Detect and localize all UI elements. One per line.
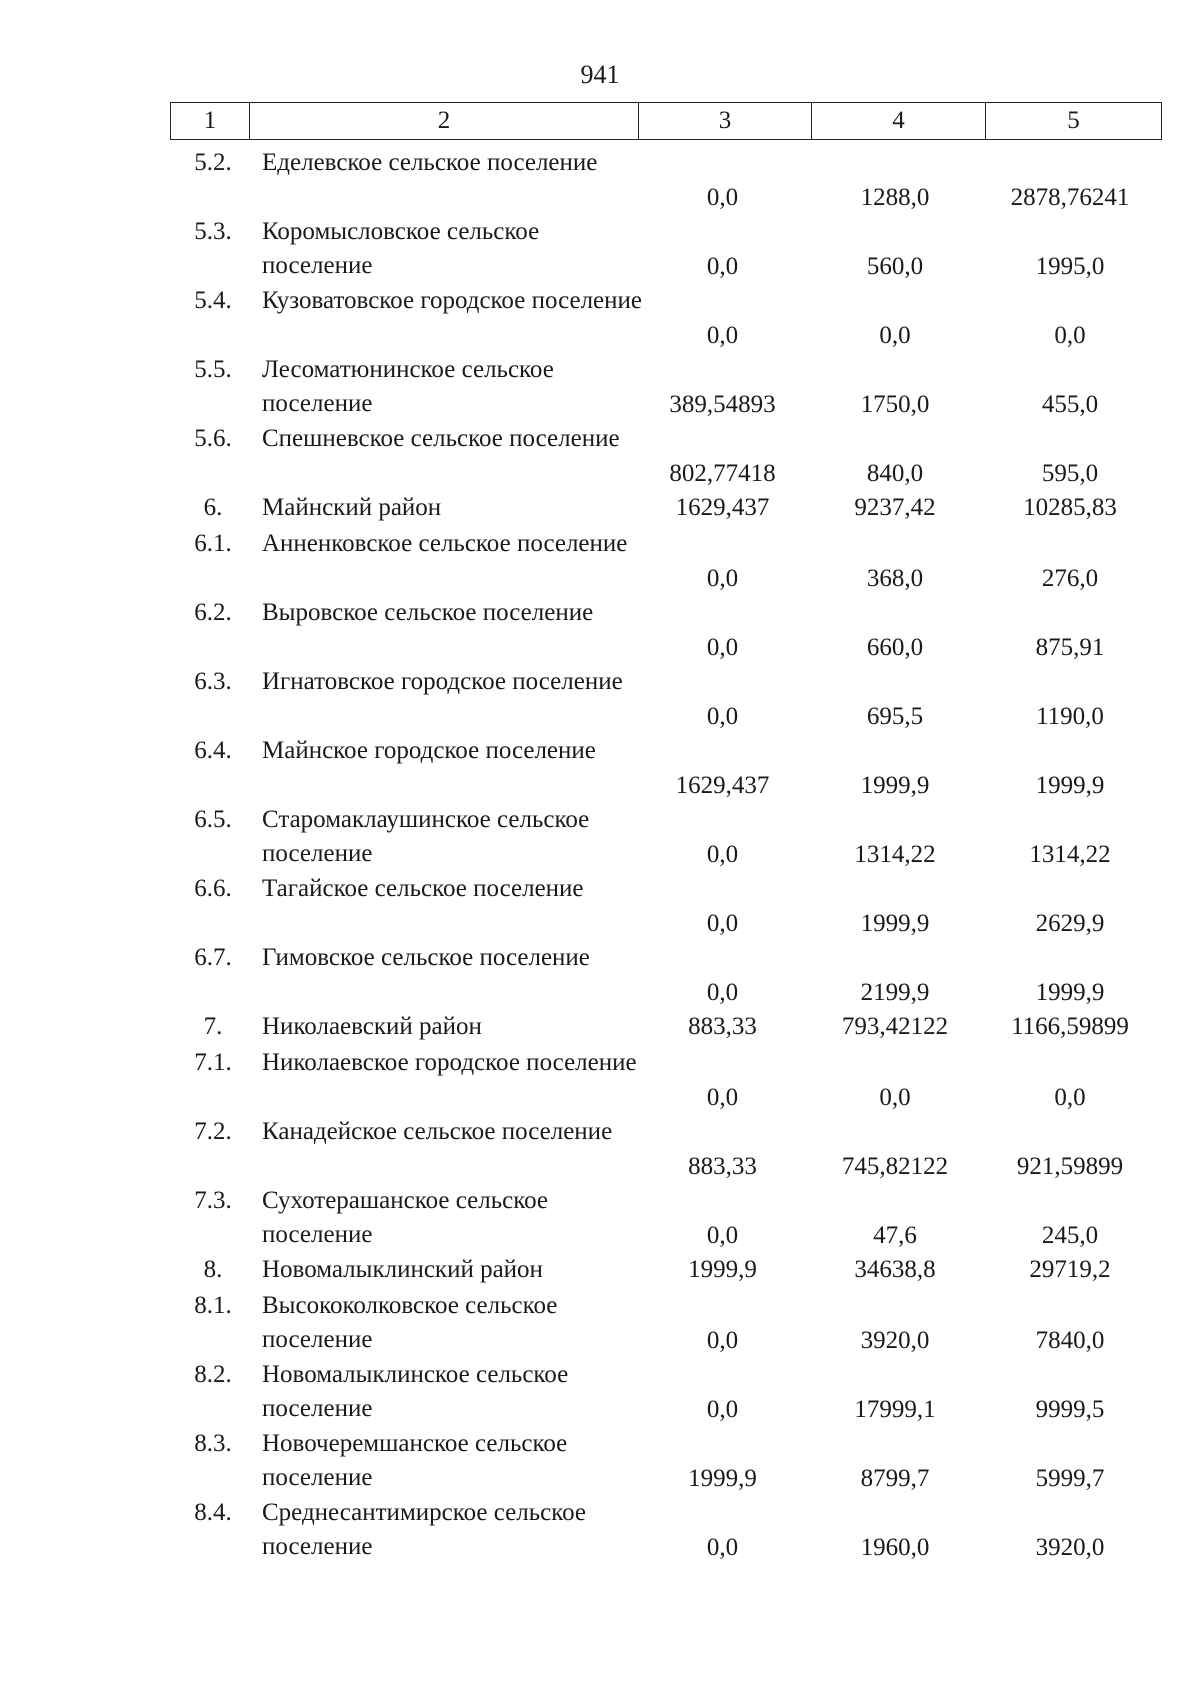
row-name: Коромысловское сельское поселение — [262, 218, 540, 279]
table-row-district — [0, 1010, 1200, 1046]
row-col3-value: 0,0 — [706, 634, 739, 661]
row-col3-value: 0,0 — [706, 1327, 739, 1354]
row-col4-value: 3920,0 — [860, 1327, 930, 1354]
row-col5-value: 455,0 — [1041, 391, 1099, 418]
row-col3-value: 0,0 — [706, 1084, 739, 1111]
table-row-district — [0, 491, 1200, 527]
row-col4-value: 1314,22 — [854, 841, 936, 868]
row-col3-value: 0,0 — [706, 910, 739, 937]
row-col5-value: 1190,0 — [1036, 703, 1104, 730]
row-name: Кузоватовское городское поселение — [262, 287, 643, 314]
row-col4-value: 1999,9 — [860, 772, 930, 799]
row-name: Николаевский район — [262, 1013, 482, 1040]
row-col5-value: 2629,9 — [1035, 910, 1105, 937]
row-col3-value: 0,0 — [706, 979, 739, 1006]
row-col5-value: 595,0 — [1041, 460, 1099, 487]
column-header-table — [170, 102, 1162, 140]
row-name: Тагайское сельское поселение — [262, 875, 584, 902]
row-number: 8.4. — [194, 1499, 232, 1526]
row-col4-value: 1960,0 — [860, 1534, 930, 1561]
table-row — [0, 1046, 1200, 1115]
row-number: 5.3. — [194, 218, 232, 245]
row-col3-value: 0,0 — [706, 253, 739, 280]
row-name: Николаевское городское поселение — [262, 1049, 637, 1076]
row-col4-value: 660,0 — [866, 634, 924, 661]
row-col3-value: 0,0 — [706, 1534, 739, 1561]
row-col5-value: 10285,83 — [1023, 494, 1117, 521]
row-col3-value: 1629,437 — [675, 494, 770, 521]
table-row-district — [0, 1253, 1200, 1289]
row-col5-value: 1999,9 — [1035, 772, 1105, 799]
row-col5-value: 3920,0 — [1035, 1534, 1105, 1561]
row-name: Спешневское сельское поселение — [262, 425, 620, 452]
row-number: 7.2. — [194, 1118, 232, 1145]
table-row — [0, 1427, 1200, 1496]
table-row — [0, 1184, 1200, 1253]
row-col5-value: 1314,22 — [1029, 841, 1111, 868]
row-col4-value: 0,0 — [879, 322, 911, 349]
row-col3-value: 0,0 — [706, 1222, 739, 1249]
row-name: Среднесантимирское сельское поселение — [262, 1499, 587, 1560]
row-col4-value: 1750,0 — [860, 391, 930, 418]
row-number: 6.2. — [194, 599, 232, 626]
table-row — [0, 146, 1200, 215]
row-col5-value: 245,0 — [1041, 1222, 1099, 1249]
column-header-4: 4 — [812, 103, 986, 140]
row-col4-value: 840,0 — [866, 460, 924, 487]
column-header-3: 3 — [639, 103, 812, 140]
row-name: Анненковское сельское поселение — [262, 530, 628, 557]
row-col5-value: 2878,76241 — [1010, 184, 1130, 211]
row-number: 6.3. — [194, 668, 232, 695]
row-name: Майнский район — [262, 494, 442, 521]
row-name: Сухотерашанское сельское поселение — [262, 1187, 548, 1248]
table-row — [0, 422, 1200, 491]
row-name: Старомаклаушинское сельское поселение — [262, 806, 590, 867]
row-name: Лесоматюнинское сельское поселение — [262, 356, 554, 417]
row-col4-value: 1288,0 — [860, 184, 930, 211]
table-row — [0, 596, 1200, 665]
row-col5-value: 29719,2 — [1029, 1256, 1111, 1283]
row-number: 7.3. — [194, 1187, 232, 1214]
table-row — [0, 1496, 1200, 1565]
row-number: 6. — [203, 494, 223, 521]
row-col5-value: 7840,0 — [1035, 1327, 1105, 1354]
table-row — [0, 941, 1200, 1010]
row-col4-value: 695,5 — [866, 703, 924, 730]
row-number: 8.2. — [194, 1361, 232, 1388]
column-header-5: 5 — [986, 103, 1162, 140]
table-row — [0, 734, 1200, 803]
table-row — [0, 665, 1200, 734]
row-number: 5.2. — [194, 149, 232, 176]
row-col5-value: 921,59899 — [1016, 1153, 1124, 1180]
row-col4-value: 560,0 — [866, 253, 924, 280]
row-col3-value: 0,0 — [706, 565, 739, 592]
row-col4-value: 17999,1 — [854, 1396, 936, 1423]
row-name: Игнатовское городское поселение — [262, 668, 623, 695]
row-col5-value: 1166,59899 — [1011, 1013, 1129, 1040]
row-col3-value: 1999,9 — [688, 1465, 757, 1492]
row-col5-value: 0,0 — [1054, 322, 1086, 349]
column-header-2: 2 — [250, 103, 639, 140]
table-row — [0, 527, 1200, 596]
table-row — [0, 215, 1200, 284]
row-col3-value: 389,54893 — [669, 391, 776, 418]
table-row — [0, 353, 1200, 422]
row-number: 8.3. — [194, 1430, 232, 1457]
row-col3-value: 1629,437 — [675, 772, 770, 799]
row-col4-value: 368,0 — [866, 565, 924, 592]
table-row — [0, 872, 1200, 941]
row-col4-value: 9237,42 — [854, 494, 936, 521]
row-number: 8. — [203, 1256, 223, 1283]
row-col5-value: 875,91 — [1035, 634, 1105, 661]
row-col3-value: 0,0 — [706, 703, 739, 730]
row-name: Новомалыклинский район — [262, 1256, 543, 1283]
row-col3-value: 802,77418 — [669, 460, 776, 487]
row-col3-value: 883,33 — [688, 1153, 757, 1180]
row-col5-value: 1999,9 — [1035, 979, 1105, 1006]
row-number: 6.4. — [194, 737, 232, 764]
row-col5-value: 5999,7 — [1035, 1465, 1105, 1492]
row-col5-value: 1995,0 — [1035, 253, 1105, 280]
row-col3-value: 0,0 — [706, 1396, 739, 1423]
row-col5-value: 0,0 — [1054, 1084, 1086, 1111]
row-number: 5.4. — [194, 287, 232, 314]
row-col3-value: 0,0 — [706, 841, 739, 868]
table-row — [0, 1358, 1200, 1427]
table-row — [0, 803, 1200, 872]
row-col4-value: 793,42122 — [841, 1013, 949, 1040]
row-number: 6.5. — [194, 806, 232, 833]
row-col4-value: 1999,9 — [860, 910, 930, 937]
table-row — [0, 1289, 1200, 1358]
row-name: Канадейское сельское поселение — [262, 1118, 613, 1145]
table-row — [0, 1115, 1200, 1184]
row-col4-value: 0,0 — [879, 1084, 911, 1111]
row-col5-value: 9999,5 — [1035, 1396, 1105, 1423]
row-col3-value: 0,0 — [706, 184, 739, 211]
row-col4-value: 8799,7 — [860, 1465, 930, 1492]
row-col3-value: 1999,9 — [688, 1256, 757, 1283]
row-name: Еделевское сельское поселение — [262, 149, 598, 176]
row-number: 6.1. — [194, 530, 232, 557]
table-body — [0, 146, 1200, 1565]
row-col4-value: 2199,9 — [860, 979, 930, 1006]
row-name: Выровское сельское поселение — [262, 599, 594, 626]
row-col3-value: 883,33 — [688, 1013, 757, 1040]
row-name: Высококолковское сельское поселение — [262, 1292, 558, 1353]
row-number: 6.6. — [194, 875, 232, 902]
row-col4-value: 745,82122 — [841, 1153, 949, 1180]
row-name: Новочеремшанское сельское поселение — [262, 1430, 568, 1491]
row-col4-value: 47,6 — [873, 1222, 917, 1249]
row-number: 6.7. — [194, 944, 232, 971]
row-number: 8.1. — [194, 1292, 232, 1319]
row-col5-value: 276,0 — [1041, 565, 1099, 592]
row-number: 7. — [203, 1013, 223, 1040]
page-number: 941 — [580, 60, 620, 89]
row-number: 5.6. — [194, 425, 232, 452]
row-number: 5.5. — [194, 356, 232, 383]
row-name: Майнское городское поселение — [262, 737, 596, 764]
row-name: Новомалыклинское сельское поселение — [262, 1361, 569, 1422]
row-number: 7.1. — [194, 1049, 232, 1076]
column-header-1: 1 — [171, 103, 250, 140]
table-row — [0, 284, 1200, 353]
row-name: Гимовское сельское поселение — [262, 944, 590, 971]
row-col4-value: 34638,8 — [854, 1256, 936, 1283]
row-col3-value: 0,0 — [706, 322, 739, 349]
